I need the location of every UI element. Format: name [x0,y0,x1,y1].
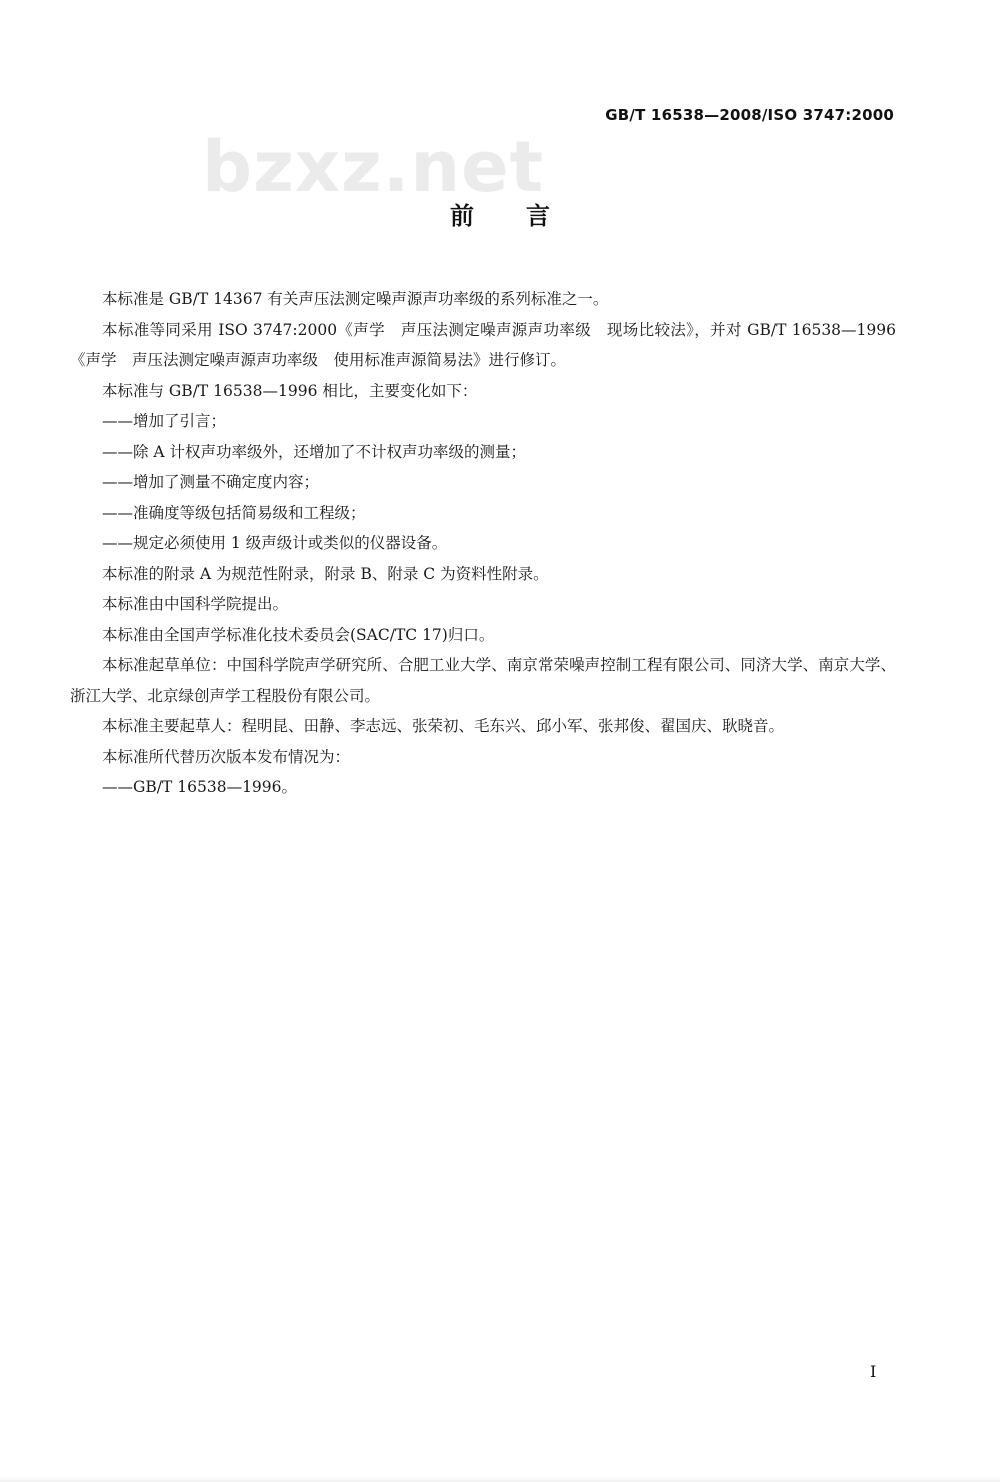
change-item: ——准确度等级包括简易级和工程级； [102,503,366,522]
paragraph-changes-intro: 本标准与 GB/T 16538—1996 相比，主要变化如下： [102,381,478,400]
paragraph-drafting-units: 本标准起草单位：中国科学院声学研究所、合肥工业大学、南京常荣噪声控制工程有限公司、同济大学、南京大学、浙江大学、北京绿创声学工程股份有限公司。 [70,656,896,705]
foreword-body [70,284,896,803]
page-title: 前言 [450,202,602,230]
change-item: ——增加了测量不确定度内容； [102,473,320,491]
change-item: ——除 A 计权声功率级外，还增加了不计权声功率级的测量； [102,442,527,461]
page-bottom-edge [0,1476,1000,1482]
watermark: bzxz.net [202,126,545,208]
standard-number: GB/T 16538—2008/ISO 3747:2000 [605,106,894,124]
paragraph-committee: 本标准由全国声学标准化技术委员会(SAC/TC 17)归口。 [102,625,495,644]
paragraph-adoption: 本标准等同采用 ISO 3747:2000《声学 声压法测定噪声源声功率级 现场比较法》，并对 GB/T 16538—1996《声学 声压法测定噪声源声功率级 使用标准声源简易法》进行修订。 [70,320,896,369]
change-item: ——增加了引言； [102,412,227,430]
paragraph-drafters: 本标准主要起草人：程明昆、田静、李志远、张荣初、毛东兴、邱小军、张邦俊、翟国庆、耿晓音。 [102,717,785,735]
change-item: ——规定必须使用 1 级声级计或类似的仪器设备。 [102,534,448,552]
history-item: ——GB/T 16538—1996。 [102,778,298,796]
paragraph-proposer: 本标准由中国科学院提出。 [102,595,289,613]
page-number: I [870,1362,877,1381]
paragraph-annexes: 本标准的附录 A 为规范性附录，附录 B、附录 C 为资料性附录。 [102,564,549,583]
paragraph-history-intro: 本标准所代替历次版本发布情况为： [102,747,351,766]
paragraph-series: 本标准是 GB/T 14367 有关声压法测定噪声源声功率级的系列标准之一。 [102,290,609,308]
